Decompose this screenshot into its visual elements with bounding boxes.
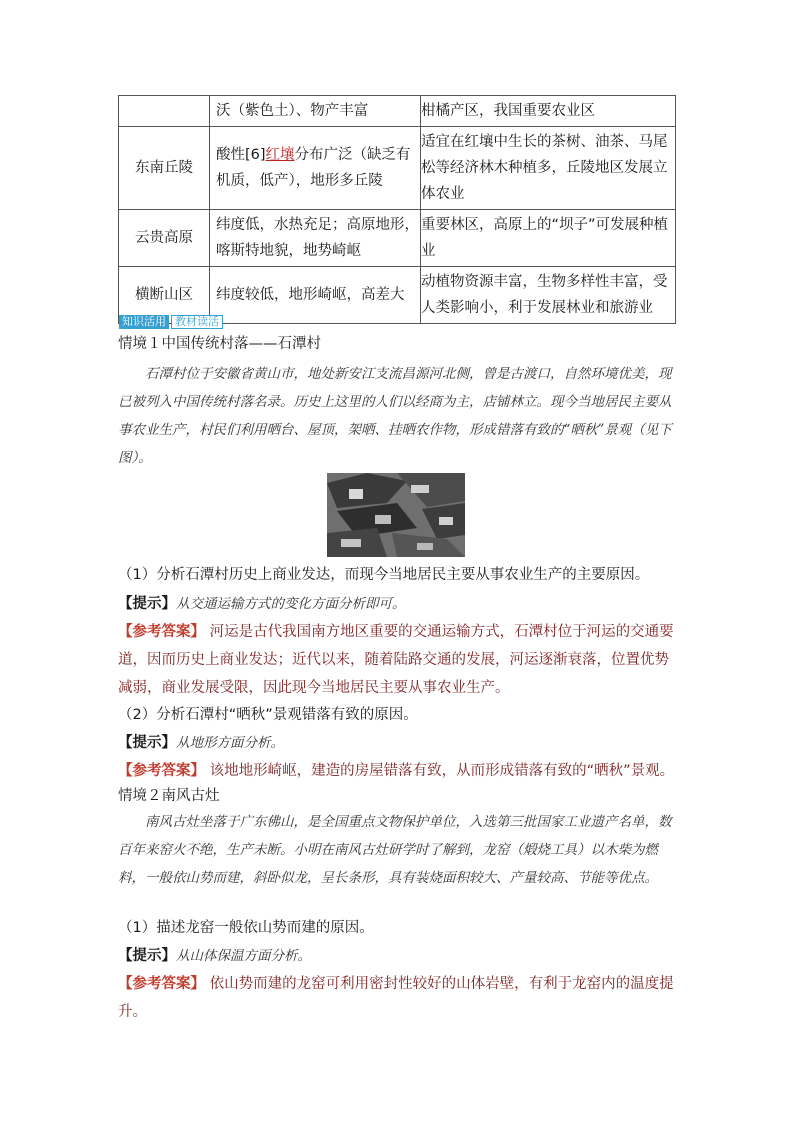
region-cell: 云贵高原 — [119, 210, 210, 267]
condition-cell: 沃（紫色土）、物产丰富 — [210, 96, 421, 127]
scenario-2-answer-1: 【参考答案】 依山势而建的龙窑可利用密封性较好的山体岩壁，有利于龙窑内的温度提升。 — [118, 976, 674, 1020]
scenario-2-hint-1: 【提示】从山体保温方面分析。 — [118, 948, 311, 964]
condition-cell: 酸性[6]红壤分布广泛（缺乏有机质，低产），地形多丘陵 — [210, 127, 421, 210]
geography-table — [118, 95, 676, 324]
agriculture-cell: 动植物资源丰富，生物多样性丰富，受人类影响小，利于发展林业和旅游业 — [421, 267, 676, 324]
scenario-1-answer-1: 【参考答案】 河运是古代我国南方地区重要的交通运输方式，石潭村位于河运的交通要道，因而历史上商业发达；近代以来，随着陆路交通的发展，河运逐渐衰落，位置优势减弱，商业发展受限，因此现今当地居民主要从事农业生产。 — [118, 624, 674, 696]
region-cell: 东南丘陵 — [119, 127, 210, 210]
agriculture-cell: 适宜在红壤中生长的茶树、油茶、马尾松等经济林木种植多，丘陵地区发展立体农业 — [421, 127, 676, 210]
table-row — [119, 96, 676, 127]
region-cell — [119, 96, 210, 127]
scenario-2-material: 南风古灶坐落于广东佛山，是全国重点文物保护单位，入选第三批国家工业遗产名单，数百年来窑火不绝，生产未断。小明在南风古灶研学时了解到，龙窑（煅烧工具）以木柴为燃料，一般依山势而建，斜卧似龙，呈长条形，具有装烧面积较大、产量较高、节能等优点。 — [118, 814, 672, 886]
table-row — [119, 210, 676, 267]
red-soil-term: 红壤 — [265, 147, 295, 163]
condition-cell: 纬度较低，地形崎岖，高差大 — [210, 267, 421, 324]
scenario-2-question-1: （1）描述龙窑一般依山势而建的原因。 — [118, 920, 374, 936]
tag-textbook-read: 教材读活 — [171, 315, 223, 329]
region-cell: 横断山区 — [119, 267, 210, 324]
scenario-1-title: 情境１中国传统村落——石潭村 — [118, 336, 321, 352]
scenario-1-question-2: （2）分析石潭村“晒秋”景观错落有致的原因。 — [118, 707, 418, 723]
agriculture-cell: 柑橘产区，我国重要农业区 — [421, 96, 676, 127]
condition-cell: 纬度低，水热充足；高原地形，喀斯特地貌，地势崎岖 — [210, 210, 421, 267]
scenario-1-material: 石潭村位于安徽省黄山市，地处新安江支流昌源河北侧，曾是古渡口，自然环境优美，现已被列入中国传统村落名录。历史上这里的人们以经商为主，店铺林立。现今当地居民主要从事农业生产，村民们利用晒台、屋顶，架晒、挂晒农作物，形成错落有致的“晒秋”景观（见下图）。 — [118, 366, 672, 466]
agriculture-cell: 重要林区，高原上的“坝子”可发展种植业 — [421, 210, 676, 267]
table-row — [119, 127, 676, 210]
scenario-1-question-1: （1）分析石潭村历史上商业发达，而现今当地居民主要从事农业生产的主要原因。 — [118, 567, 650, 583]
scenario-2-title: 情境２南风古灶 — [118, 788, 220, 804]
section-tags — [119, 315, 223, 329]
scenario-1-hint-1: 【提示】从交通运输方式的变化方面分析即可。 — [118, 596, 406, 612]
scenario-1-answer-2: 【参考答案】 该地地形崎岖，建造的房屋错落有致，从而形成错落有致的“晒秋”景观。 — [118, 763, 675, 779]
scenario-1-hint-2: 【提示】从地形方面分析。 — [118, 735, 284, 751]
tag-knowledge-apply: 知识活用 — [119, 315, 169, 329]
village-photo — [327, 473, 465, 557]
